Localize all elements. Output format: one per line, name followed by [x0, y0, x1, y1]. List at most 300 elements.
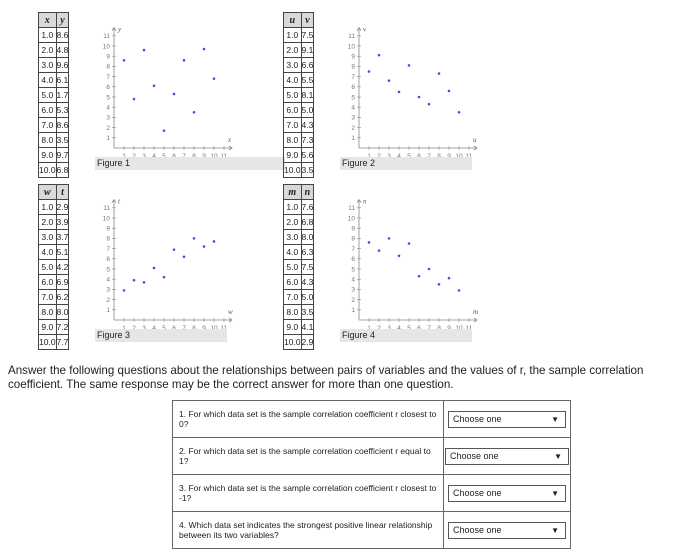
y-tick-label: 7: [106, 73, 110, 81]
scatter-point: [408, 64, 411, 67]
x-tick-label: 2: [132, 325, 136, 329]
scatter-point: [428, 103, 431, 106]
scatter-point: [418, 275, 421, 278]
table-cell: 3.7: [56, 230, 69, 245]
y-tick-label: 1: [106, 307, 110, 315]
data-table-2: [283, 12, 314, 178]
scatter-point: [438, 72, 441, 75]
table-cell: 1.7: [56, 88, 69, 103]
x-tick-label: 5: [162, 153, 166, 157]
scatter-point: [388, 79, 391, 82]
question-text-2: 2. For which data set is the sample correlation coefficient r equal to 1?: [173, 438, 444, 475]
x-tick-label: 9: [202, 325, 206, 329]
x-tick-label: 7: [182, 325, 186, 329]
scatter-point: [173, 93, 176, 96]
table-row: [284, 133, 314, 148]
x-tick-label: 3: [142, 325, 146, 329]
table-cell: 7.0: [284, 290, 302, 305]
table-header-row: [284, 185, 314, 200]
data-table-4: [283, 184, 314, 350]
table-row: [284, 118, 314, 133]
table-row: [39, 200, 69, 215]
table-row: [284, 28, 314, 43]
scatter-point: [143, 49, 146, 52]
scatter-point: [153, 267, 156, 270]
table-cell: 6.6: [301, 58, 314, 73]
table-row: [39, 58, 69, 73]
table-cell: 9.0: [39, 320, 57, 335]
table-row: [39, 335, 69, 350]
table-row: [39, 148, 69, 163]
scatter-point: [123, 289, 126, 292]
table-cell: 4.0: [284, 73, 302, 88]
x-tick-label: 4: [397, 153, 401, 157]
table-row: [284, 103, 314, 118]
scatter-point: [133, 98, 136, 101]
y-tick-label: 2: [351, 124, 355, 132]
x-tick-label: 10: [210, 325, 218, 329]
table-cell: 6.8: [301, 215, 314, 230]
y-tick-label: 4: [351, 276, 355, 284]
table-cell: 4.2: [56, 260, 69, 275]
scatter-point: [123, 59, 126, 62]
table-cell: 4.1: [301, 320, 314, 335]
y-tick-label: 6: [106, 84, 110, 92]
question-text-4: 4. Which data set indicates the strongest positive linear relationship between its two variables?: [173, 512, 444, 549]
y-tick-label: 6: [351, 84, 355, 92]
x-tick-label: 10: [210, 153, 218, 157]
table-cell: 7.0: [39, 118, 57, 133]
answer-select-3[interactable]: [448, 485, 566, 502]
scatter-point: [163, 276, 166, 279]
scatter-point: [213, 240, 216, 243]
table-row: [39, 88, 69, 103]
x-tick-label: 4: [397, 325, 401, 329]
scatter-plot-3: [96, 184, 274, 329]
y-tick-label: 9: [351, 225, 355, 233]
question-row-4: [173, 512, 571, 549]
scatter-point: [388, 237, 391, 240]
y-tick-label: 6: [351, 256, 355, 264]
scatter-point: [368, 70, 371, 73]
table-cell: 10.0: [284, 335, 302, 350]
table-cell: 3.0: [284, 58, 302, 73]
table-cell: 6.2: [56, 290, 69, 305]
table-cell: 5.6: [301, 148, 314, 163]
table-header-row: [284, 13, 314, 28]
table-cell: 2.0: [284, 215, 302, 230]
figure-label-1: Figure 1: [95, 157, 285, 170]
table-cell: 5.5: [301, 73, 314, 88]
table-row: [39, 230, 69, 245]
question-text-1: 1. For which data set is the sample correlation coefficient r closest to 0?: [173, 401, 444, 438]
y-tick-label: 6: [106, 256, 110, 264]
x-tick-label: 8: [192, 325, 196, 329]
table-row: [39, 103, 69, 118]
table-cell: 5.3: [56, 103, 69, 118]
x-tick-label: 2: [377, 325, 381, 329]
table-header-row: [39, 13, 69, 28]
table-header-row: [39, 185, 69, 200]
scatter-point: [428, 268, 431, 271]
table-row: [284, 320, 314, 335]
table-row: [39, 275, 69, 290]
x-axis-label: x: [228, 136, 232, 144]
table-cell: 10.0: [284, 163, 302, 178]
scatter-point: [418, 96, 421, 99]
figure-label-4: Figure 4: [340, 329, 472, 342]
table-row: [284, 245, 314, 260]
y-tick-label: 5: [351, 94, 355, 102]
question-row-3: [173, 475, 571, 512]
table-row: [39, 133, 69, 148]
x-tick-label: 9: [202, 153, 206, 157]
table-row: [284, 230, 314, 245]
table-cell: 4.0: [39, 245, 57, 260]
y-tick-label: 10: [347, 215, 355, 223]
table-cell: 9.7: [56, 148, 69, 163]
table-row: [284, 43, 314, 58]
table-row: [284, 305, 314, 320]
scatter-point: [448, 277, 451, 280]
y-tick-label: 9: [106, 53, 110, 61]
scatter-point: [193, 111, 196, 114]
column-header: u: [284, 13, 302, 28]
table-cell: 6.8: [56, 163, 69, 178]
scatter-point: [153, 84, 156, 87]
table-row: [284, 88, 314, 103]
select-value-4: Choose one: [453, 524, 502, 535]
column-header: x: [39, 13, 57, 28]
table-cell: 9.0: [284, 148, 302, 163]
y-axis-label: y: [118, 25, 122, 34]
y-tick-label: 4: [106, 276, 110, 284]
scatter-point: [438, 283, 441, 286]
y-tick-label: 5: [106, 94, 110, 102]
x-tick-label: 1: [122, 325, 126, 329]
y-tick-label: 4: [106, 104, 110, 112]
x-tick-label: 8: [192, 153, 196, 157]
table-cell: 10.0: [39, 163, 57, 178]
y-tick-label: 7: [351, 73, 355, 81]
table-row: [39, 43, 69, 58]
table-cell: 8.0: [284, 305, 302, 320]
instructions-text: Answer the following questions about the relationships between pairs of variables and the values of r, the sample correlation coefficient. The same response may be the correct answer for more than one question.: [8, 364, 644, 391]
scatter-point: [203, 245, 206, 248]
y-tick-label: 5: [351, 266, 355, 274]
column-header: v: [301, 13, 314, 28]
x-axis-label: w: [228, 308, 233, 316]
table-cell: 6.0: [39, 103, 57, 118]
x-tick-label: 7: [427, 325, 431, 329]
table-cell: 4.0: [284, 245, 302, 260]
column-header: n: [301, 185, 314, 200]
table-cell: 8.1: [301, 88, 314, 103]
table-cell: 3.0: [284, 230, 302, 245]
dropdown-arrow-icon: ▼: [551, 525, 559, 535]
scatter-point: [458, 289, 461, 292]
y-tick-label: 4: [351, 104, 355, 112]
y-tick-label: 11: [348, 33, 355, 41]
dropdown-arrow-icon: ▼: [551, 414, 559, 424]
table-cell: 5.1: [56, 245, 69, 260]
questions-table: [172, 400, 571, 549]
table-row: [284, 335, 314, 350]
y-tick-label: 11: [103, 205, 110, 213]
scatter-point: [163, 129, 166, 132]
table-cell: 7.2: [56, 320, 69, 335]
table-row: [39, 215, 69, 230]
y-tick-label: 1: [351, 307, 355, 315]
scatter-point: [378, 249, 381, 252]
table-row: [284, 163, 314, 178]
table-cell: 9.1: [301, 43, 314, 58]
x-tick-label: 1: [122, 153, 126, 157]
table-row: [284, 58, 314, 73]
x-tick-label: 11: [220, 325, 228, 329]
x-tick-label: 6: [417, 153, 421, 157]
table-cell: 8.0: [39, 133, 57, 148]
table-cell: 1.0: [284, 28, 302, 43]
x-tick-label: 7: [182, 153, 186, 157]
scatter-point: [183, 59, 186, 62]
scatter-plot-2: [341, 12, 519, 157]
table-cell: 9.0: [39, 148, 57, 163]
table-cell: 7.0: [39, 290, 57, 305]
question-row-2: [173, 438, 571, 475]
y-tick-label: 10: [102, 43, 110, 51]
table-cell: 6.9: [56, 275, 69, 290]
table-cell: 1.0: [39, 28, 57, 43]
table-cell: 9.0: [284, 320, 302, 335]
y-tick-label: 9: [351, 53, 355, 61]
y-axis-label: t: [118, 197, 120, 206]
scatter-point: [193, 237, 196, 240]
y-tick-label: 1: [106, 135, 110, 143]
x-tick-label: 5: [407, 325, 411, 329]
select-value-2: Choose one: [450, 450, 499, 461]
table-cell: 6.1: [56, 73, 69, 88]
table-cell: 3.5: [56, 133, 69, 148]
scatter-point: [378, 54, 381, 57]
table-cell: 3.5: [301, 163, 314, 178]
scatter-point: [448, 90, 451, 93]
y-tick-label: 3: [351, 114, 355, 122]
table-cell: 3.0: [39, 58, 57, 73]
x-tick-label: 11: [465, 153, 473, 157]
x-tick-label: 8: [437, 325, 441, 329]
scatter-point: [143, 281, 146, 284]
table-cell: 6.0: [39, 275, 57, 290]
figure-label-3: Figure 3: [95, 329, 227, 342]
table-cell: 5.0: [284, 260, 302, 275]
x-tick-label: 2: [132, 153, 136, 157]
y-tick-label: 1: [351, 135, 355, 143]
table-row: [39, 260, 69, 275]
table-cell: 4.3: [301, 275, 314, 290]
x-tick-label: 7: [427, 153, 431, 157]
scatter-point: [213, 77, 216, 80]
table-row: [284, 290, 314, 305]
answer-select-1[interactable]: [448, 411, 566, 428]
column-header: w: [39, 185, 57, 200]
scatter-point: [133, 279, 136, 282]
table-cell: 6.0: [284, 275, 302, 290]
table-cell: 1.0: [284, 200, 302, 215]
table-cell: 10.0: [39, 335, 57, 350]
y-axis-label: n: [363, 197, 367, 206]
scatter-point: [398, 254, 401, 257]
table-cell: 8.0: [56, 305, 69, 320]
scatter-point: [458, 111, 461, 114]
table-row: [39, 28, 69, 43]
x-tick-label: 11: [220, 153, 228, 157]
x-tick-label: 2: [377, 153, 381, 157]
x-tick-label: 3: [387, 325, 391, 329]
table-cell: 2.9: [56, 200, 69, 215]
table-row: [284, 275, 314, 290]
dropdown-arrow-icon: ▼: [551, 488, 559, 498]
table-row: [39, 118, 69, 133]
table-cell: 4.8: [56, 43, 69, 58]
data-table-1: [38, 12, 69, 178]
x-tick-label: 4: [152, 325, 156, 329]
scatter-point: [203, 48, 206, 51]
table-row: [39, 245, 69, 260]
table-row: [39, 305, 69, 320]
table-cell: 4.3: [301, 118, 314, 133]
table-cell: 5.0: [301, 103, 314, 118]
table-row: [39, 73, 69, 88]
table-cell: 6.0: [284, 103, 302, 118]
x-tick-label: 4: [152, 153, 156, 157]
table-cell: 6.3: [301, 245, 314, 260]
x-tick-label: 8: [437, 153, 441, 157]
x-tick-label: 11: [465, 325, 473, 329]
x-tick-label: 6: [417, 325, 421, 329]
y-tick-label: 9: [106, 225, 110, 233]
data-table-3: [38, 184, 69, 350]
table-cell: 5.0: [284, 88, 302, 103]
x-tick-label: 5: [162, 325, 166, 329]
y-tick-label: 11: [348, 205, 355, 213]
y-tick-label: 8: [351, 235, 355, 243]
table-cell: 7.5: [301, 260, 314, 275]
column-header: y: [56, 13, 69, 28]
table-cell: 9.6: [56, 58, 69, 73]
y-tick-label: 8: [106, 63, 110, 71]
table-cell: 4.0: [39, 73, 57, 88]
table-cell: 2.0: [284, 43, 302, 58]
figure-label-2: Figure 2: [340, 157, 472, 170]
table-cell: 7.7: [56, 335, 69, 350]
y-tick-label: 2: [106, 124, 110, 132]
dropdown-arrow-icon: ▼: [554, 451, 562, 461]
y-tick-label: 10: [347, 43, 355, 51]
answer-select-2[interactable]: [445, 448, 569, 465]
select-value-3: Choose one: [453, 487, 502, 498]
y-tick-label: 5: [106, 266, 110, 274]
table-cell: 8.0: [301, 230, 314, 245]
y-tick-label: 8: [351, 63, 355, 71]
scatter-point: [173, 248, 176, 251]
table-row: [39, 163, 69, 178]
table-cell: 2.0: [39, 215, 57, 230]
table-cell: 1.0: [39, 200, 57, 215]
y-tick-label: 7: [106, 245, 110, 253]
scatter-plot-1: [96, 12, 274, 157]
y-tick-label: 2: [351, 296, 355, 304]
select-value-1: Choose one: [453, 413, 502, 424]
table-cell: 8.6: [56, 28, 69, 43]
y-tick-label: 2: [106, 296, 110, 304]
table-row: [284, 148, 314, 163]
table-cell: 7.5: [301, 28, 314, 43]
x-tick-label: 10: [455, 153, 463, 157]
column-header: t: [56, 185, 69, 200]
x-tick-label: 6: [172, 153, 176, 157]
x-tick-label: 10: [455, 325, 463, 329]
table-cell: 3.9: [56, 215, 69, 230]
x-tick-label: 5: [407, 153, 411, 157]
table-cell: 5.0: [301, 290, 314, 305]
x-axis-label: u: [473, 136, 477, 144]
scatter-point: [183, 255, 186, 258]
question-row-1: [173, 401, 571, 438]
table-cell: 3.0: [39, 230, 57, 245]
x-axis-label: m: [473, 308, 479, 316]
table-cell: 7.0: [284, 118, 302, 133]
x-tick-label: 1: [367, 325, 371, 329]
table-cell: 2.9: [301, 335, 314, 350]
y-tick-label: 11: [103, 33, 110, 41]
table-cell: 5.0: [39, 260, 57, 275]
table-row: [39, 290, 69, 305]
table-cell: 8.0: [39, 305, 57, 320]
x-tick-label: 3: [142, 153, 146, 157]
table-cell: 8.0: [284, 133, 302, 148]
y-tick-label: 3: [106, 286, 110, 294]
table-row: [284, 215, 314, 230]
scatter-point: [408, 242, 411, 245]
x-tick-label: 6: [172, 325, 176, 329]
table-cell: 8.6: [56, 118, 69, 133]
y-tick-label: 3: [106, 114, 110, 122]
y-tick-label: 3: [351, 286, 355, 294]
y-tick-label: 7: [351, 245, 355, 253]
table-cell: 2.0: [39, 43, 57, 58]
table-cell: 5.0: [39, 88, 57, 103]
table-cell: 3.5: [301, 305, 314, 320]
table-row: [284, 260, 314, 275]
x-tick-label: 9: [447, 325, 451, 329]
table-cell: 7.3: [301, 133, 314, 148]
table-row: [284, 73, 314, 88]
question-text-3: 3. For which data set is the sample correlation coefficient r closest to -1?: [173, 475, 444, 512]
scatter-plot-4: [341, 184, 519, 329]
scatter-point: [398, 91, 401, 94]
y-tick-label: 10: [102, 215, 110, 223]
table-row: [39, 320, 69, 335]
answer-select-4[interactable]: [448, 522, 566, 539]
table-row: [284, 200, 314, 215]
y-tick-label: 8: [106, 235, 110, 243]
table-cell: 7.6: [301, 200, 314, 215]
scatter-point: [368, 241, 371, 244]
x-tick-label: 3: [387, 153, 391, 157]
x-tick-label: 1: [367, 153, 371, 157]
x-tick-label: 9: [447, 153, 451, 157]
